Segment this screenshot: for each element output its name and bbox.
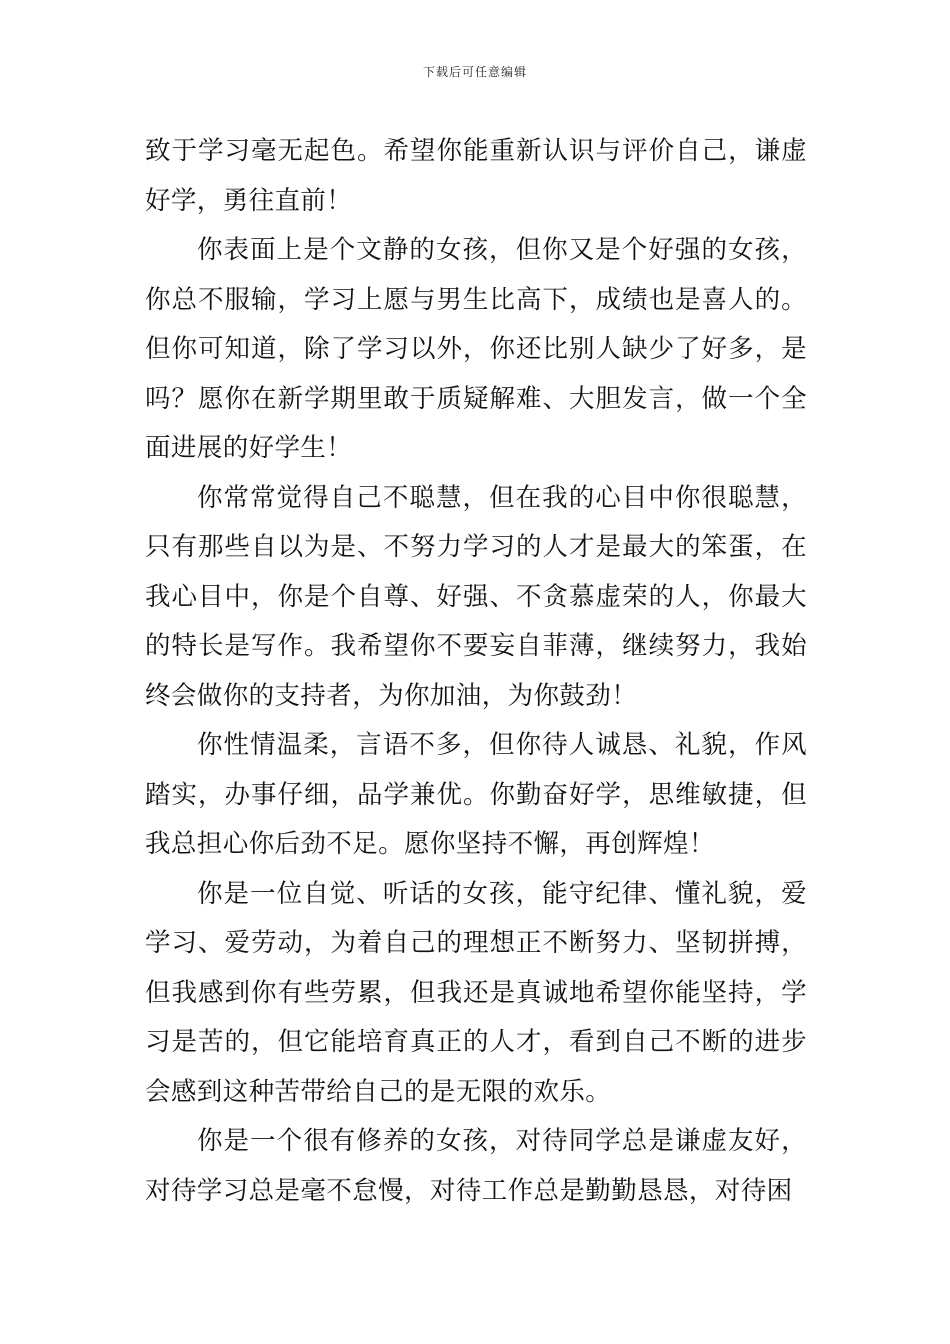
- paragraph-6: 你是一个很有修养的女孩，对待同学总是谦虚友好，对待学习总是毫不怠慢，对待工作总是勤勤恳恳，对待困: [145, 1126, 807, 1206]
- document-body: [145, 127, 807, 1216]
- paragraph-2: 你表面上是个文静的女孩，但你又是个好强的女孩，你总不服输，学习上愿与男生比高下，成绩也是喜人的。但你可知道，除了学习以外，你还比别人缺少了好多，是吗？愿你在新学期里敢于质疑解难、大胆发言，做一个全面进展的好学生！: [145, 235, 807, 463]
- paragraph-3: 你常常觉得自己不聪慧，但在我的心目中你很聪慧，只有那些自以为是、不努力学习的人才是最大的笨蛋，在我心目中，你是个自尊、好强、不贪慕虚荣的人，你最大的特长是写作。我希望你不要妄自菲薄，继续努力，我始终会做你的支持者，为你加油，为你鼓劲！: [145, 482, 807, 711]
- paragraph-1: 致于学习毫无起色。希望你能重新认识与评价自己，谦虚好学，勇往直前！: [145, 136, 807, 216]
- paragraph-5: 你是一位自觉、听话的女孩，能守纪律、懂礼貌，爱学习、爱劳动，为着自己的理想正不断努力、坚韧拼搏，但我感到你有些劳累，但我还是真诚地希望你能坚持，学习是苦的，但它能培育真正的人才，看到自己不断的进步会感到这种苦带给自己的是无限的欢乐。: [145, 878, 807, 1107]
- paragraph-4: 你性情温柔，言语不多，但你待人诚恳、礼貌，作风踏实，办事仔细，品学兼优。你勤奋好学，思维敏捷，但我总担心你后劲不足。愿你坚持不懈，再创辉煌！: [145, 730, 807, 859]
- page-header-note: 下载后可任意编辑: [422, 65, 527, 79]
